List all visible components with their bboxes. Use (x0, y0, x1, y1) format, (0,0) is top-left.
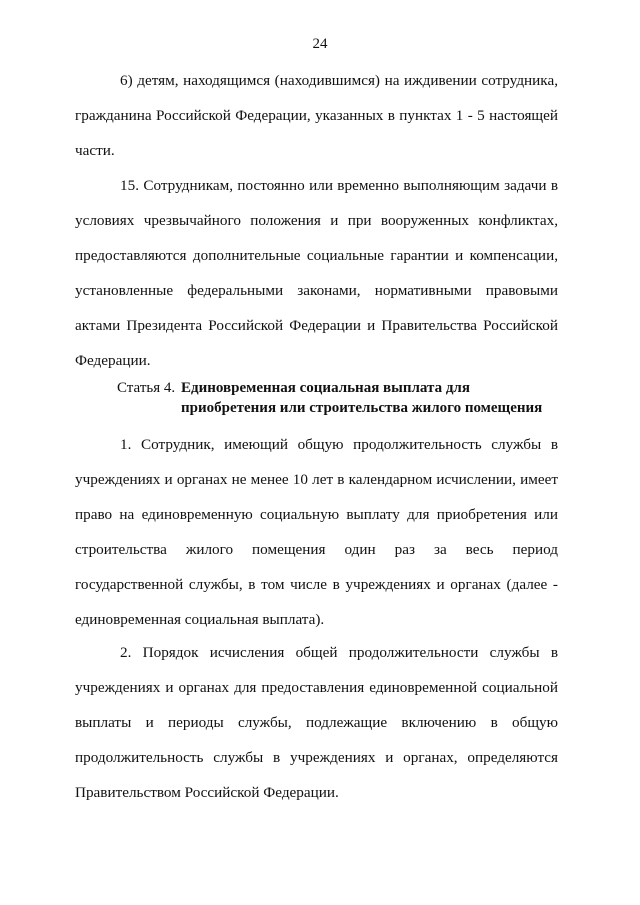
page-number: 24 (312, 36, 328, 52)
article-4-title-line-1: Единовременная социальная выплата для (181, 380, 470, 396)
article-4-title-line-2: приобретения или строительства жилого помещения (181, 400, 543, 416)
paragraph-15: 15. Сотрудникам, постоянно или временно выполняющим задачи в условиях чрезвычайного положения и при вооруженных конфликтах, предоставляются дополнительные социальные гарантии и компенсации, установленные федеральными законами, нормативными правовыми актами Президента Российской Федерации и Правительства Российской Федерации. (75, 177, 558, 369)
article-4-paragraph-2: 2. Порядок исчисления общей продолжительности службы в учреждениях и органах для предоставления единовременной социальной выплаты и периоды службы, подлежащие включению в общую продолжительность службы в учреждениях и органах, определяются Правительством Российской Федерации. (75, 644, 558, 801)
paragraph-6: 6) детям, находящимся (находившимся) на иждивении сотрудника, гражданина Российской Федерации, указанных в пунктах 1 - 5 настоящей части. (75, 72, 558, 159)
article-4-label: Статья 4. (117, 380, 176, 396)
article-4-paragraph-1: 1. Сотрудник, имеющий общую продолжительность службы в учреждениях и органах не менее 10 лет в календарном исчислении, имеет право на единовременную социальную выплату для приобретения или строительства жилого помещения один раз за весь период государственной службы, в том числе в учреждениях и органах (далее - единовременная социальная выплата). (75, 436, 558, 628)
